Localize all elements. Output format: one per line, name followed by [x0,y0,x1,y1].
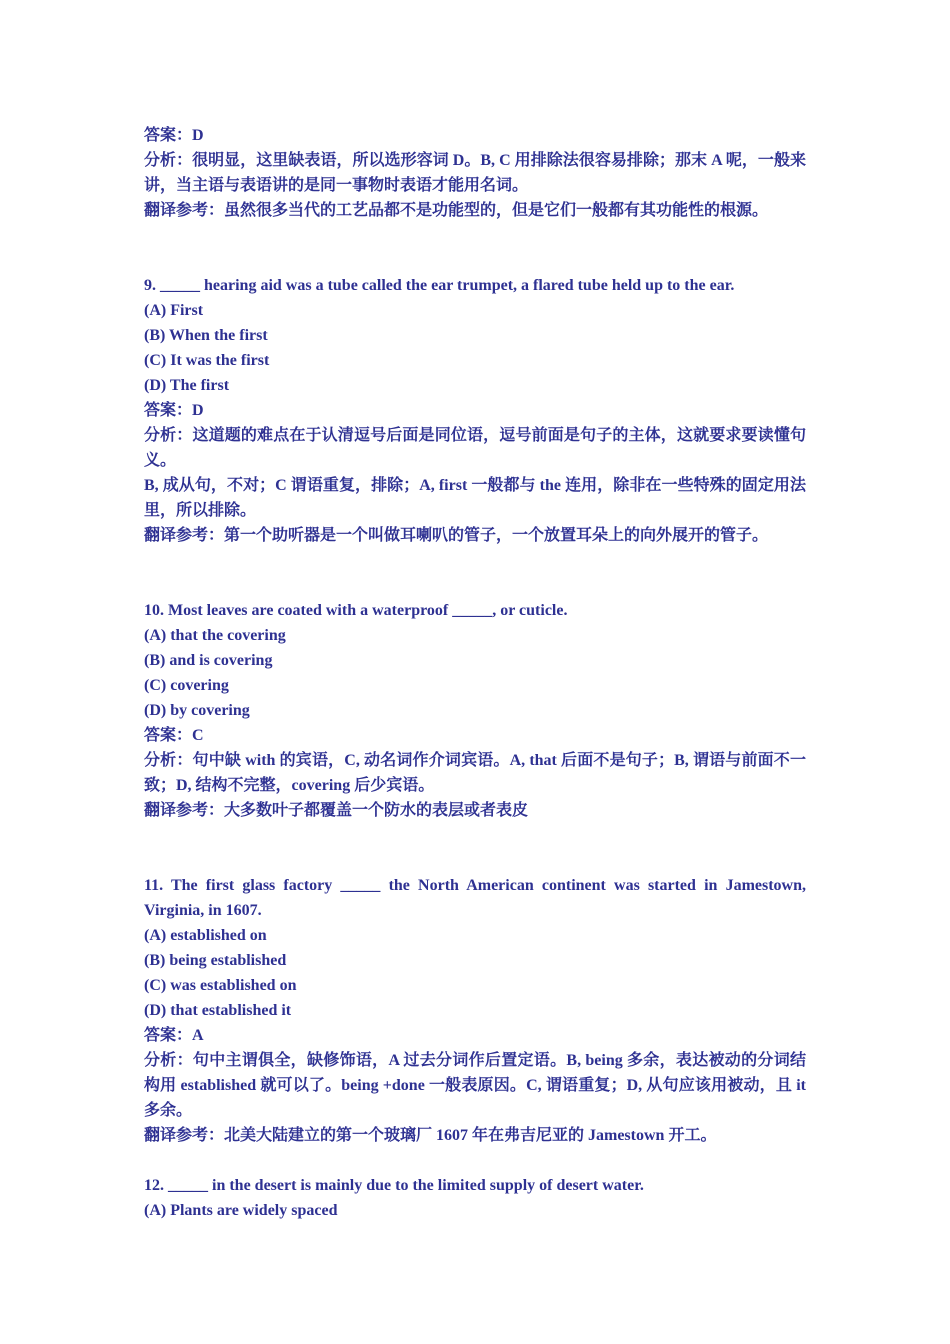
q9-option-a: (A) First [144,302,204,319]
q9-option-b: (B) When the first [144,327,268,344]
q9-question: 9. _____ hearing aid was a tube called the ear trumpet, a flared tube held up to the ear. [144,277,735,294]
q9-analysis: 分析：这道题的难点在于认清逗号后面是同位语，逗号前面是句子的主体，这就要求要读懂句义。 [144,427,806,469]
q8-analysis: 分析：很明显，这里缺表语，所以选形容词 D。B, C 用排除法很容易排除；那末 A 呢，一般来讲，当主语与表语讲的是同一事物时表语才能用名词。 [144,152,806,194]
q10-translation: 翻译参考：大多数叶子都覆盖一个防水的表层或者表皮 [144,802,529,819]
q9-option-c: (C) It was the first [144,352,270,369]
q11-question: 11. The first glass factory _____ the North American continent was started in Jamestown, Virginia, in 1607. [144,877,806,919]
q8-translation: 翻译参考：虽然很多当代的工艺品都不是功能型的，但是它们一般都有其功能性的根源。 [144,202,769,219]
q11-option-c: (C) was established on [144,977,297,994]
q9-option-d: (D) The first [144,377,230,394]
q9-answer: 答案：D [144,402,204,419]
q11-translation: 翻译参考：北美大陆建立的第一个玻璃厂 1607 年在弗吉尼亚的 Jamestown 开工。 [144,1127,717,1144]
q9-translation: 翻译参考：第一个助听器是一个叫做耳喇叭的管子，一个放置耳朵上的向外展开的管子。 [144,527,769,544]
q10-analysis: 分析：句中缺 with 的宾语，C, 动名词作介词宾语。A, that 后面不是句子；B, 谓语与前面不一致；D, 结构不完整，covering 后少宾语。 [144,752,806,794]
q10-question: 10. Most leaves are coated with a waterproof _____, or cuticle. [144,602,568,619]
q12-option-a: (A) Plants are widely spaced [144,1202,338,1219]
document-page [144,123,806,1223]
q8-answer: 答案：D [144,127,204,144]
q12-question: 12. _____ in the desert is mainly due to the limited supply of desert water. [144,1177,644,1194]
q11-option-d: (D) that established it [144,1002,292,1019]
q11-analysis: 分析：句中主谓俱全，缺修饰语，A 过去分词作后置定语。B, being 多余，表达被动的分词结构用 established 就可以了。being +done 一般表原因。C, 谓语重复；D, 从句应该用被动，且 it 多余。 [144,1052,806,1119]
q10-option-a: (A) that the covering [144,627,286,644]
q10-option-d: (D) by covering [144,702,250,719]
q11-option-b: (B) being established [144,952,287,969]
q11-answer: 答案：A [144,1027,204,1044]
q10-answer: 答案：C [144,727,204,744]
q10-option-c: (C) covering [144,677,229,694]
q10-option-b: (B) and is covering [144,652,273,669]
q9-analysis-detail: B, 成从句，不对；C 谓语重复，排除；A, first 一般都与 the 连用，除非在一些特殊的固定用法里，所以排除。 [144,477,806,519]
q11-option-a: (A) established on [144,927,267,944]
